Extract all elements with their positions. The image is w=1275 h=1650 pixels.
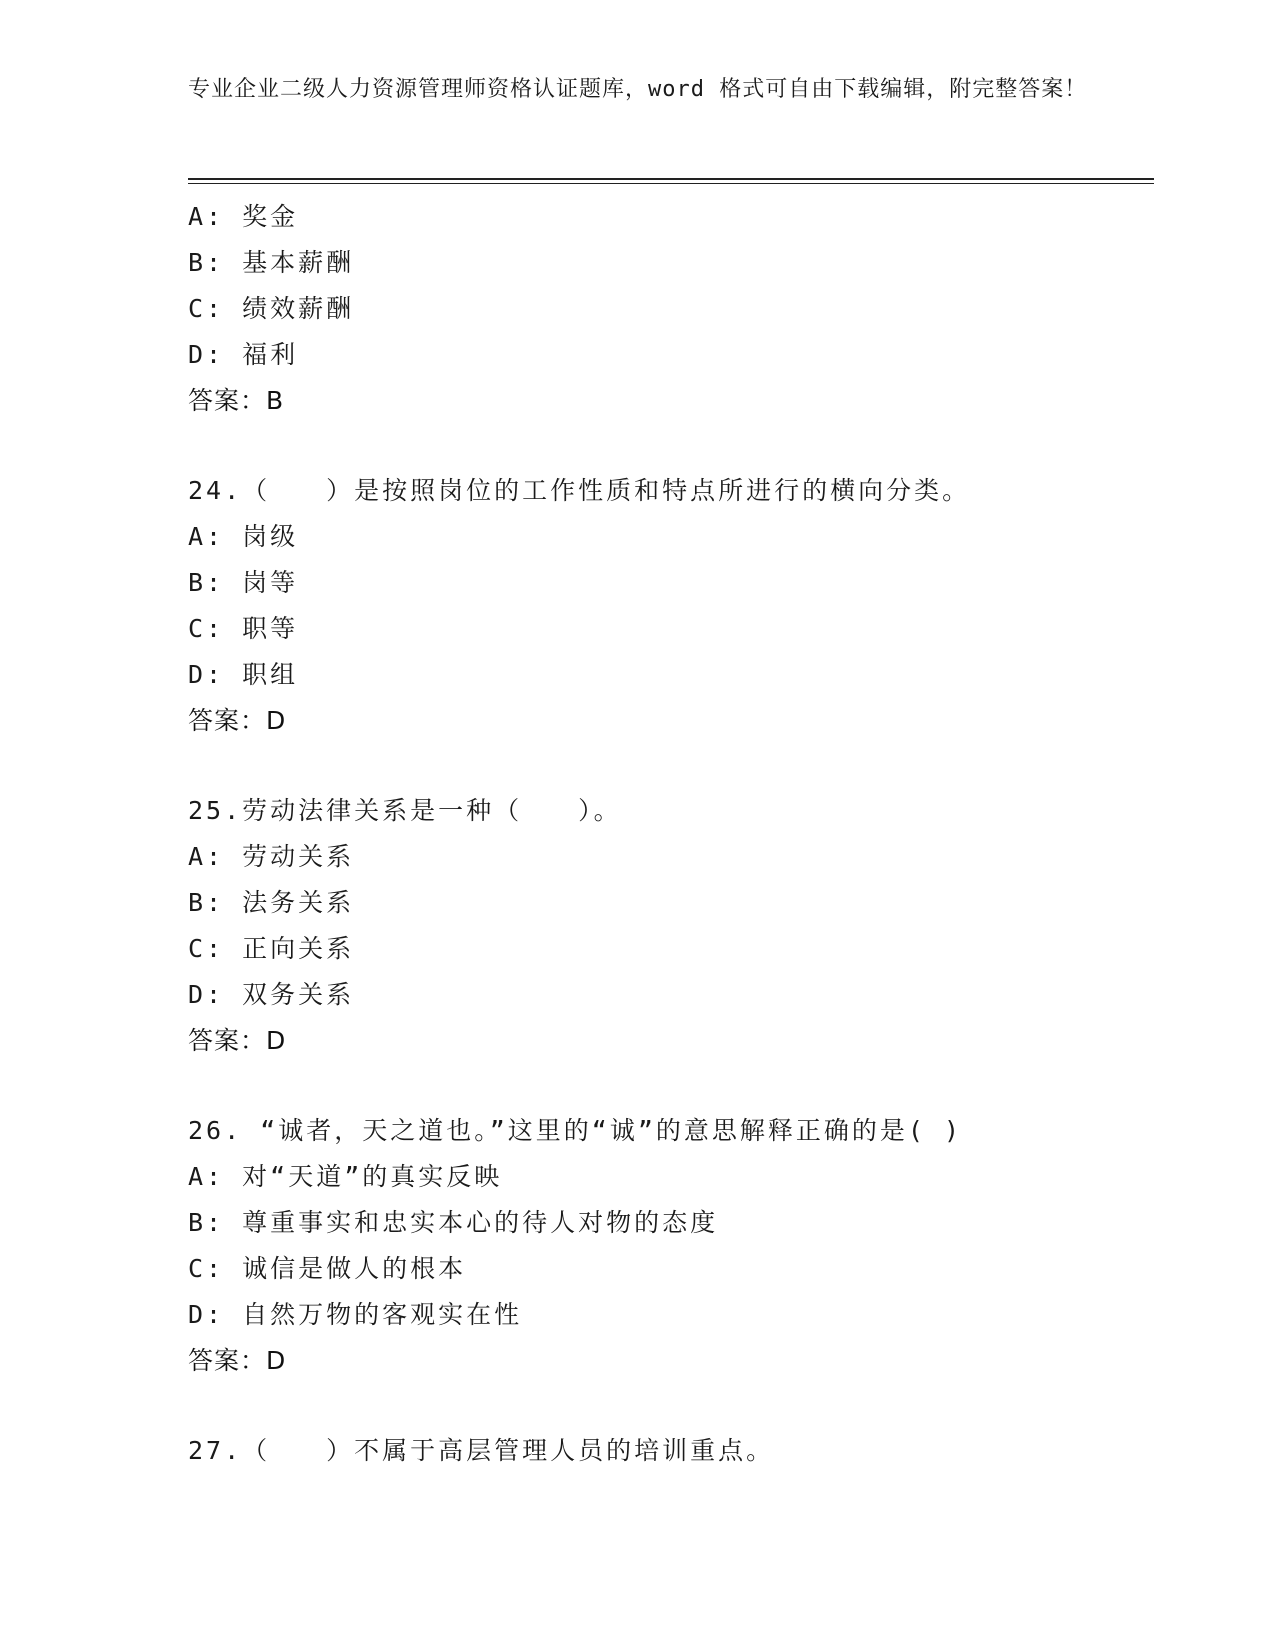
question-text: 25.劳动法律关系是一种（ ）。	[188, 796, 622, 825]
answer: 答案：D	[188, 1346, 287, 1375]
question-25	[188, 788, 1168, 1064]
option-a: A: 劳动关系	[188, 842, 355, 871]
question-23	[188, 194, 1168, 424]
option-a: A: 对“天道”的真实反映	[188, 1162, 503, 1191]
header-divider	[188, 178, 1154, 180]
question-26	[188, 1108, 1168, 1384]
page-header: 专业企业二级人力资源管理师资格认证题库，word 格式可自由下载编辑，附完整答案！	[188, 77, 1088, 102]
option-a: A: 奖金	[188, 202, 299, 231]
option-c: C: 正向关系	[188, 934, 355, 963]
answer: 答案：B	[188, 386, 285, 415]
option-d: D: 福利	[188, 340, 299, 369]
question-24	[188, 468, 1168, 744]
answer: 答案：D	[188, 1026, 287, 1055]
option-b: B: 基本薪酬	[188, 248, 355, 277]
option-d: D: 自然万物的客观实在性	[188, 1300, 523, 1329]
option-b: B: 岗等	[188, 568, 299, 597]
header-divider-thin	[188, 183, 1154, 184]
option-c: C: 绩效薪酬	[188, 294, 355, 323]
option-b: B: 法务关系	[188, 888, 355, 917]
option-c: C: 诚信是做人的根本	[188, 1254, 467, 1283]
option-a: A: 岗级	[188, 522, 299, 551]
question-27	[188, 1428, 1168, 1474]
question-list	[188, 194, 1168, 1474]
option-d: D: 双务关系	[188, 980, 355, 1009]
option-b: B: 尊重事实和忠实本心的待人对物的态度	[188, 1208, 719, 1237]
answer: 答案：D	[188, 706, 287, 735]
question-text: 27.（ ）不属于高层管理人员的培训重点。	[188, 1436, 775, 1465]
option-c: C: 职等	[188, 614, 299, 643]
question-text: 26. “诚者，天之道也。”这里的“诚”的意思解释正确的是( )	[188, 1116, 963, 1145]
question-text: 24.（ ）是按照岗位的工作性质和特点所进行的横向分类。	[188, 476, 971, 505]
option-d: D: 职组	[188, 660, 299, 689]
